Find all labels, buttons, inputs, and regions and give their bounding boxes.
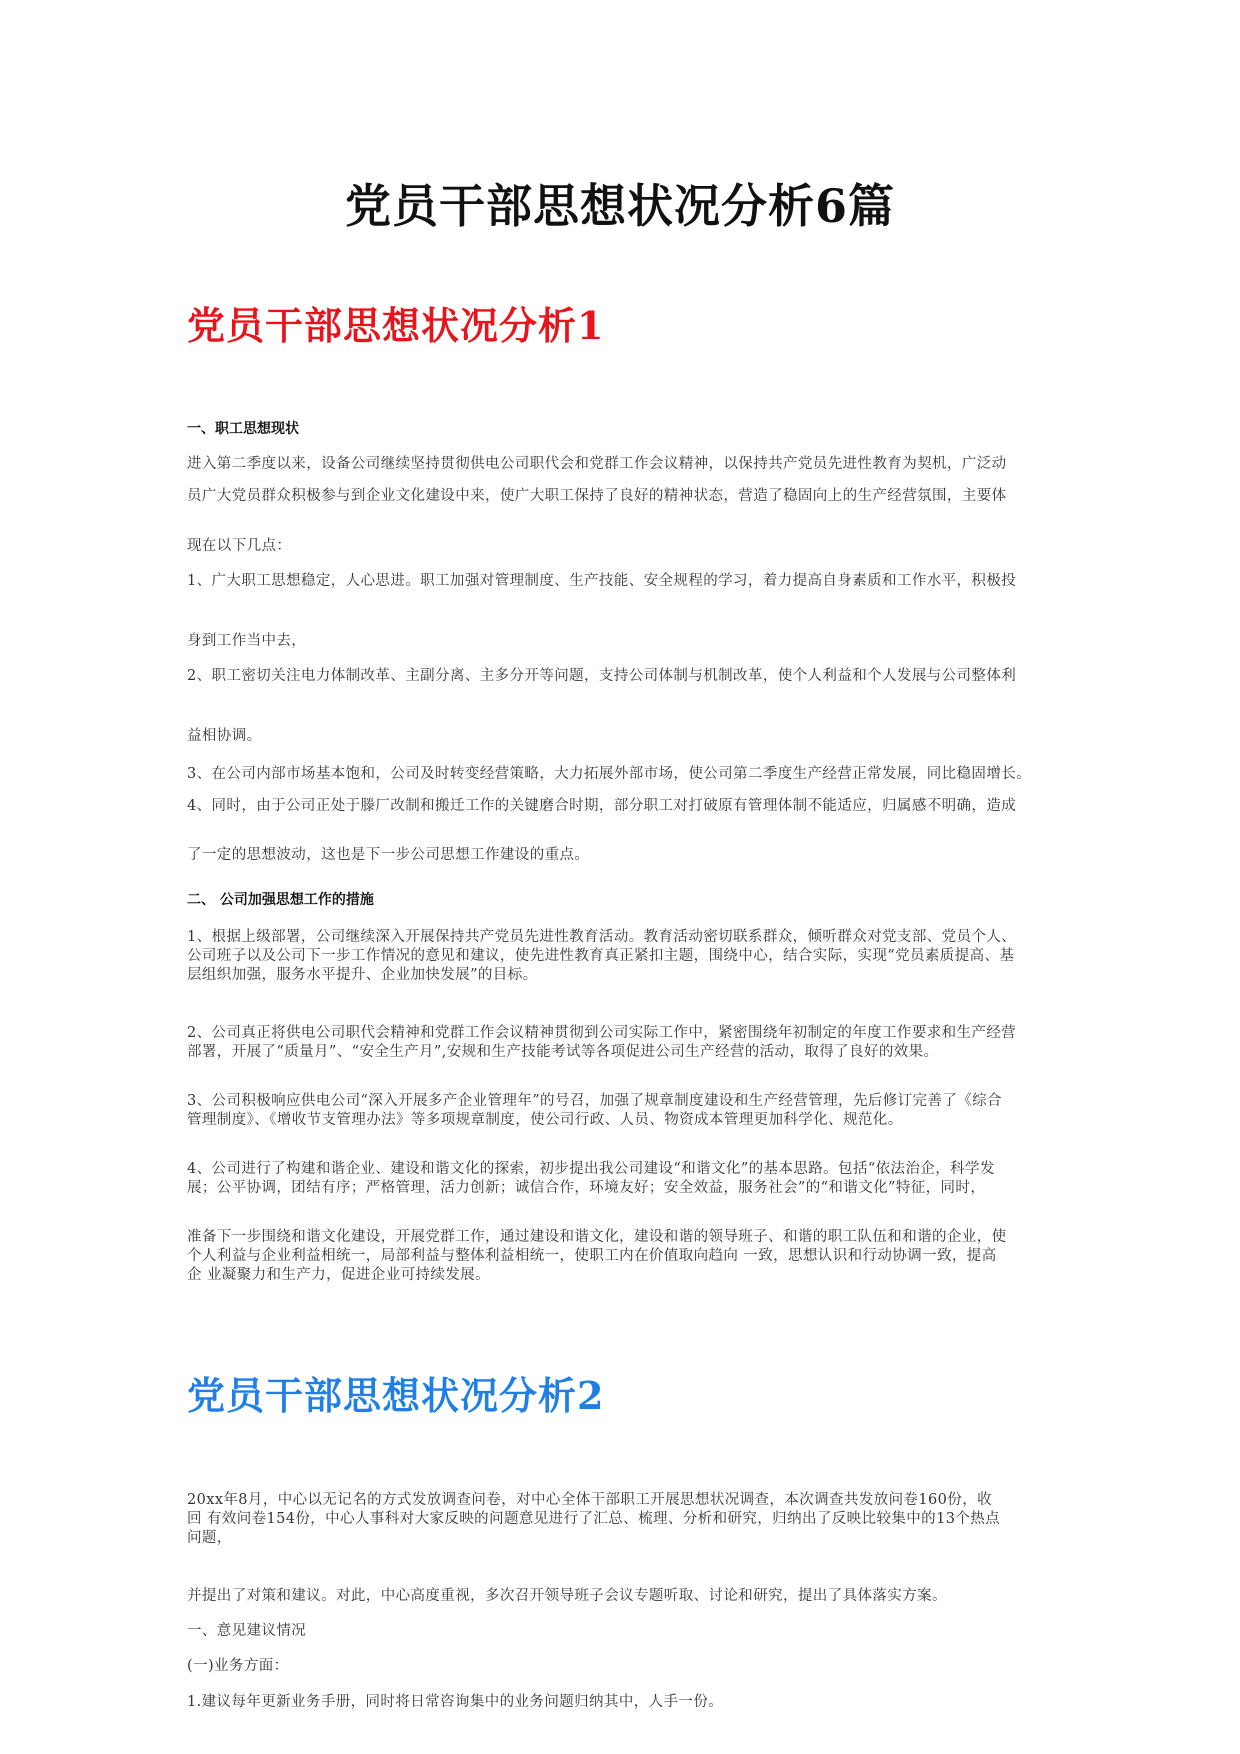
measure-1-line-1: 1、根据上级部署，公司继续深入开展保持共产党员先进性教育活动。教育活动密切联系群众，倾听群众对党支部、党员个人、 bbox=[187, 929, 1017, 945]
heading-staff-thoughts: 一、职工思想现状 bbox=[187, 421, 299, 437]
measure-4-continued-line-2: 个人利益与企业利益相统一，局部利益与整体利益相统一，使职工内在价值取向趋向 一致，思想认识和行动协调一致，提高 bbox=[187, 1248, 997, 1264]
measure-4-continued bbox=[187, 1228, 1007, 1285]
survey-paragraph-line-1: 20xx年8月，中心以无记名的方式发放调查问卷，对中心全体干部职工开展思想状况调查，本次调查共发放问卷160份，收 bbox=[187, 1492, 993, 1508]
measure-2-line-1: 2、公司真正将供电公司职代会精神和党群工作会议精神贯彻到公司实际工作中，紧密围绕年初制定的年度工作要求和生产经营 bbox=[187, 1025, 1017, 1041]
list-item-2-line-1: 2、职工密切关注电力体制改革、主副分离、主多分开等问题，支持公司体制与机制改革，使个人利益和个人发展与公司整体利 bbox=[187, 668, 1017, 684]
survey-paragraph-line-2: 回 有效问卷154份，中心人事科对大家反映的问题意见进行了汇总、梳理、分析和研究，归纳出了反映比较集中的13个热点 bbox=[187, 1511, 1001, 1527]
measure-2 bbox=[187, 1024, 1016, 1062]
list-item-4-line-1: 4、同时，由于公司正处于滕厂改制和搬迁工作的关键磨合时期，部分职工对打破原有管理体制不能适应，归属感不明确，造成 bbox=[187, 798, 1017, 814]
paragraph-intro-line-1: 进入第二季度以来，设备公司继续坚持贯彻供电公司职代会和党群工作会议精神，以保持共产党员先进性教育为契机，广泛动 bbox=[187, 456, 1007, 472]
measure-1 bbox=[187, 928, 1016, 985]
heading-measures: 二、 公司加强思想工作的措施 bbox=[187, 892, 374, 908]
section-title-2: 党员干部思想状况分析2 bbox=[187, 1373, 605, 1418]
paragraph-intro-line-3: 现在以下几点： bbox=[187, 538, 292, 554]
heading-opinions: 一、意见建议情况 bbox=[187, 1623, 307, 1639]
measure-4 bbox=[187, 1160, 995, 1198]
heading-business: (一)业务方面： bbox=[187, 1658, 289, 1674]
section-title-1: 党员干部思想状况分析1 bbox=[187, 303, 605, 348]
survey-followup: 并提出了对策和建议。对此，中心高度重视，多次召开领导班子会议专题听取、讨论和研究，提出了具体落实方案。 bbox=[187, 1588, 947, 1604]
measure-4-continued-line-3: 企 业凝聚力和生产力，促进企业可持续发展。 bbox=[187, 1267, 491, 1283]
measure-4-continued-line-1: 准备下一步围绕和谐文化建设，开展党群工作，通过建设和谐文化，建设和谐的领导班子、和谐的职工队伍和和谐的企业，使 bbox=[187, 1229, 1007, 1245]
paragraph-intro-line-2: 员广大党员群众积极参与到企业文化建设中来，使广大职工保持了良好的精神状态，营造了稳固向上的生产经营氛围，主要体 bbox=[187, 488, 1007, 504]
measure-4-line-1: 4、公司进行了构建和谐企业、建设和谐文化的探索，初步提出我公司建设“和谐文化”的基本思路。包括“依法治企，科学发 bbox=[187, 1161, 995, 1177]
survey-paragraph-line-3: 问题， bbox=[187, 1530, 232, 1546]
measure-1-line-2: 公司班子以及公司下一步工作情况的意见和建议，使先进性教育真正紧扣主题，围绕中心，结合实际，实现“党员素质提高、基 bbox=[187, 948, 1015, 964]
measure-3-line-1: 3、公司积极响应供电公司“深入开展多产企业管理年”的号召，加强了规章制度建设和生产经营管理，先后修订完善了《综合 bbox=[187, 1093, 1002, 1109]
measure-4-line-2: 展；公平协调，团结有序；严格管理，活力创新；诚信合作，环境友好；安全效益，服务社会”的“和谐文化”特征，同时， bbox=[187, 1180, 986, 1196]
business-item-1: 1.建议每年更新业务手册，同时将日常咨询集中的业务问题归纳其中，人手一份。 bbox=[187, 1694, 724, 1710]
measure-3-line-2: 管理制度》、《增收节支管理办法》等多项规章制度，使公司行政、人员、物资成本管理更加科学化、规范化。 bbox=[187, 1112, 903, 1128]
list-item-4-line-2: 了一定的思想波动，这也是下一步公司思想工作建设的重点。 bbox=[187, 847, 590, 863]
document-title: 党员干部思想状况分析6篇 bbox=[344, 179, 895, 233]
list-item-3: 3、在公司内部市场基本饱和，公司及时转变经营策略，大力拓展外部市场，使公司第二季度生产经营正常发展，同比稳固增长。 bbox=[187, 766, 1032, 782]
list-item-2-line-2: 益相协调。 bbox=[187, 728, 262, 744]
measure-1-line-3: 层组织加强，服务水平提升、企业加快发展”的目标。 bbox=[187, 967, 538, 983]
list-item-1-line-1: 1、广大职工思想稳定，人心思进。职工加强对管理制度、生产技能、安全规程的学习，着力提高自身素质和工作水平，积极投 bbox=[187, 573, 1017, 589]
measure-3 bbox=[187, 1092, 1002, 1130]
measure-2-line-2: 部署，开展了“质量月”、“安全生产月”,安规和生产技能考试等各项促进公司生产经营的活动，取得了良好的效果。 bbox=[187, 1044, 939, 1060]
list-item-1-line-2: 身到工作当中去， bbox=[187, 633, 307, 649]
survey-paragraph bbox=[187, 1491, 1000, 1548]
